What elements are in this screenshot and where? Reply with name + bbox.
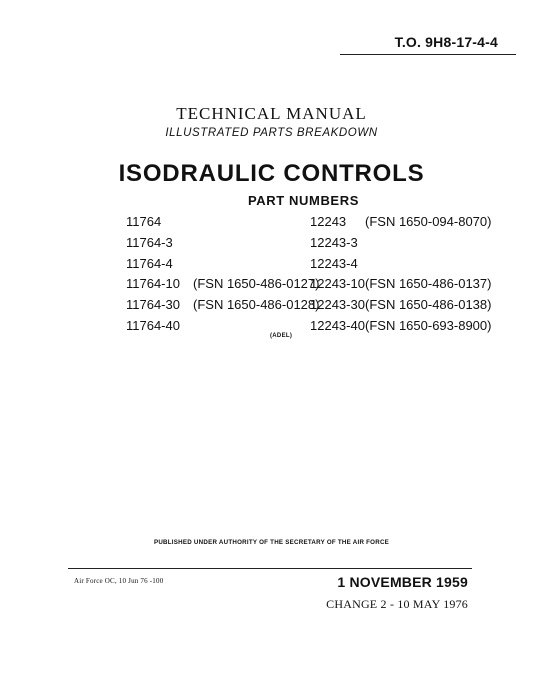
publication-date: 1 NOVEMBER 1959 — [337, 574, 468, 590]
manufacturer-label: (ADEL) — [270, 333, 293, 339]
right-fsn: (FSN 1650-486-0137) — [365, 276, 492, 292]
right-fsn: (FSN 1650-486-0138) — [365, 297, 492, 313]
right-part-number: 12243-3 — [310, 234, 358, 250]
publication-authority: PUBLISHED UNDER AUTHORITY OF THE SECRETARY OF THE AIR FORCE — [153, 539, 390, 546]
part-row — [0, 256, 543, 277]
part-numbers-heading: PART NUMBERS — [248, 193, 359, 208]
left-part-number: 11764-3 — [126, 234, 173, 250]
part-numbers-list — [0, 214, 543, 339]
right-fsn: (FSN 1650-094-8070) — [365, 214, 492, 229]
left-part-number: 11764-40 — [126, 317, 180, 333]
left-part-number: 11764-4 — [126, 255, 173, 271]
part-row — [0, 235, 543, 256]
manual-subtitle: ILLUSTRATED PARTS BREAKDOWN — [165, 127, 378, 139]
print-line: Air Force OC, 10 Jun 76 -100 — [74, 577, 164, 585]
right-part-number: 12243-10 — [310, 276, 365, 292]
technical-order-number: T.O. 9H8-17-4-4 — [394, 34, 498, 50]
right-part-number: 12243-4 — [310, 255, 358, 271]
manual-type-title: TECHNICAL MANUAL — [176, 104, 367, 123]
left-part-number: 11764-30 — [126, 297, 180, 313]
equipment-heading: ISODRAULIC CONTROLS — [118, 160, 425, 187]
right-part-number: 12243-30 — [310, 297, 365, 313]
left-part-number: 11764-10 — [126, 276, 180, 292]
footer-rule — [68, 568, 472, 569]
left-fsn: (FSN 1650-486-0128) — [193, 297, 320, 313]
right-part-number: 12243 — [310, 214, 347, 229]
part-row — [0, 297, 543, 318]
change-notice: CHANGE 2 - 10 MAY 1976 — [326, 597, 468, 611]
left-part-number: 11764 — [126, 214, 162, 229]
right-fsn: (FSN 1650-693-8900) — [365, 317, 492, 333]
right-part-number: 12243-40 — [310, 317, 365, 333]
part-row — [0, 276, 543, 297]
part-row — [0, 214, 543, 235]
header-rule — [340, 54, 516, 55]
left-fsn: (FSN 1650-486-0127) — [193, 276, 320, 292]
